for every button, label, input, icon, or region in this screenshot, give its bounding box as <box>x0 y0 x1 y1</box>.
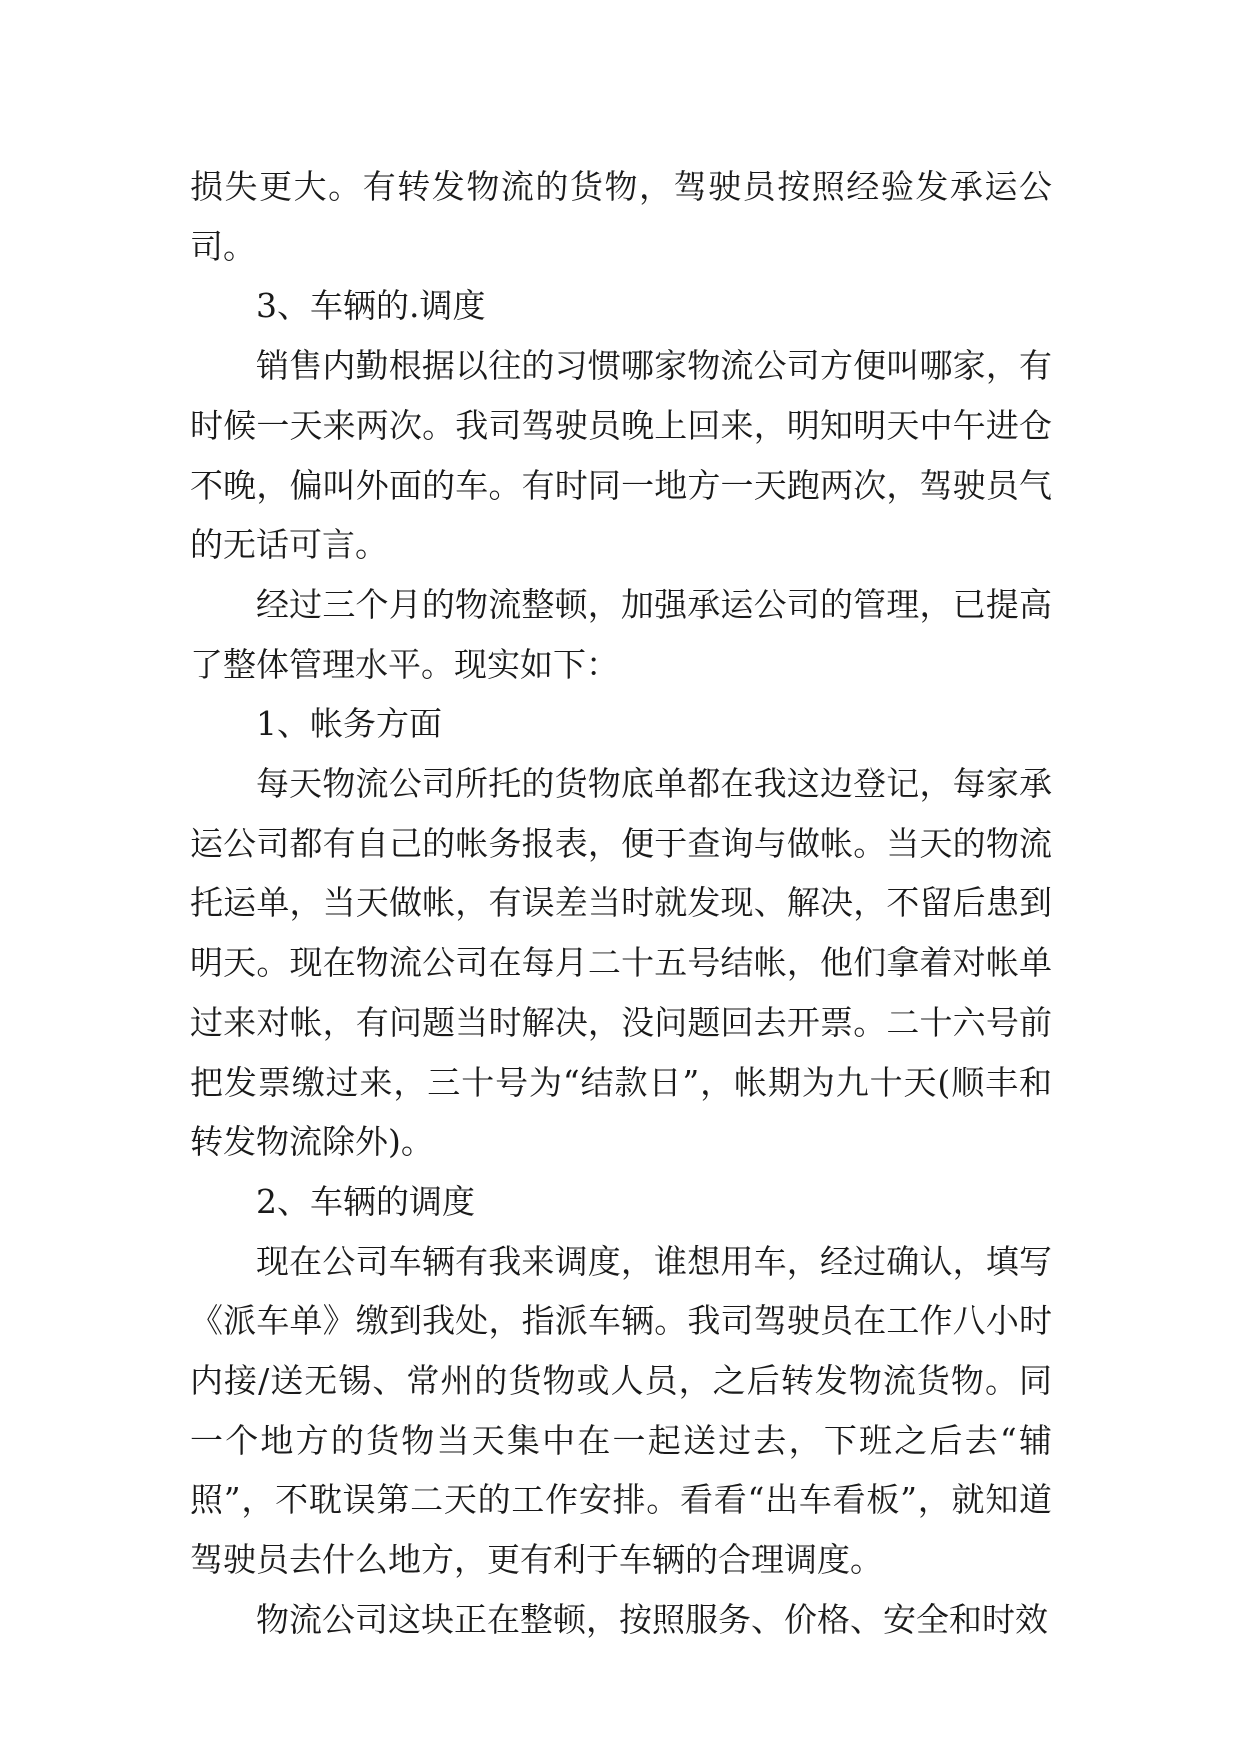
paragraph: 销售内勤根据以往的习惯哪家物流公司方便叫哪家，有时候一天来两次。我司驾驶员晚上回来，明知明天中午进仓不晚，偏叫外面的车。有时同一地方一天跑两次，驾驶员气的无话可言。 <box>190 346 1052 565</box>
paragraph: 损失更大。有转发物流的货物，驾驶员按照经验发承运公司。 <box>190 167 1052 266</box>
paragraph: 每天物流公司所托的货物底单都在我这边登记，每家承运公司都有自己的帐务报表，便于查询与做帐。当天的物流托运单，当天做帐，有误差当时就发现、解决，不留后患到明天。现在物流公司在每月二十五号结帐，他们拿着对帐单过来对帐，有问题当时解决，没问题回去开票。二十六号前把发票缴过来，三十号为“结款日”，帐期为九十天(顺丰和转发物流除外)。 <box>190 764 1052 1162</box>
paragraph: 物流公司这块正在整顿，按照服务、价格、安全和时效 <box>256 1599 1048 1639</box>
section-heading: 1、帐务方面 <box>256 704 442 744</box>
paragraph: 现在公司车辆有我来调度，谁想用车，经过确认，填写《派车单》缴到我处，指派车辆。我司驾驶员在工作八小时内接/送无锡、常州的货物或人员，之后转发物流货物。同一个地方的货物当天集中在一起送过去，下班之后去“辅照”，不耽误第二天的工作安排。看看“出车看板”，就知道驾驶员去什么地方，更有利于车辆的合理调度。 <box>190 1241 1052 1580</box>
document-body <box>190 157 1052 1650</box>
section-heading: 3、车辆的.调度 <box>256 286 486 326</box>
section-heading: 2、车辆的调度 <box>256 1181 475 1221</box>
paragraph: 经过三个月的物流整顿，加强承运公司的管理，已提高了整体管理水平。现实如下： <box>190 584 1052 684</box>
